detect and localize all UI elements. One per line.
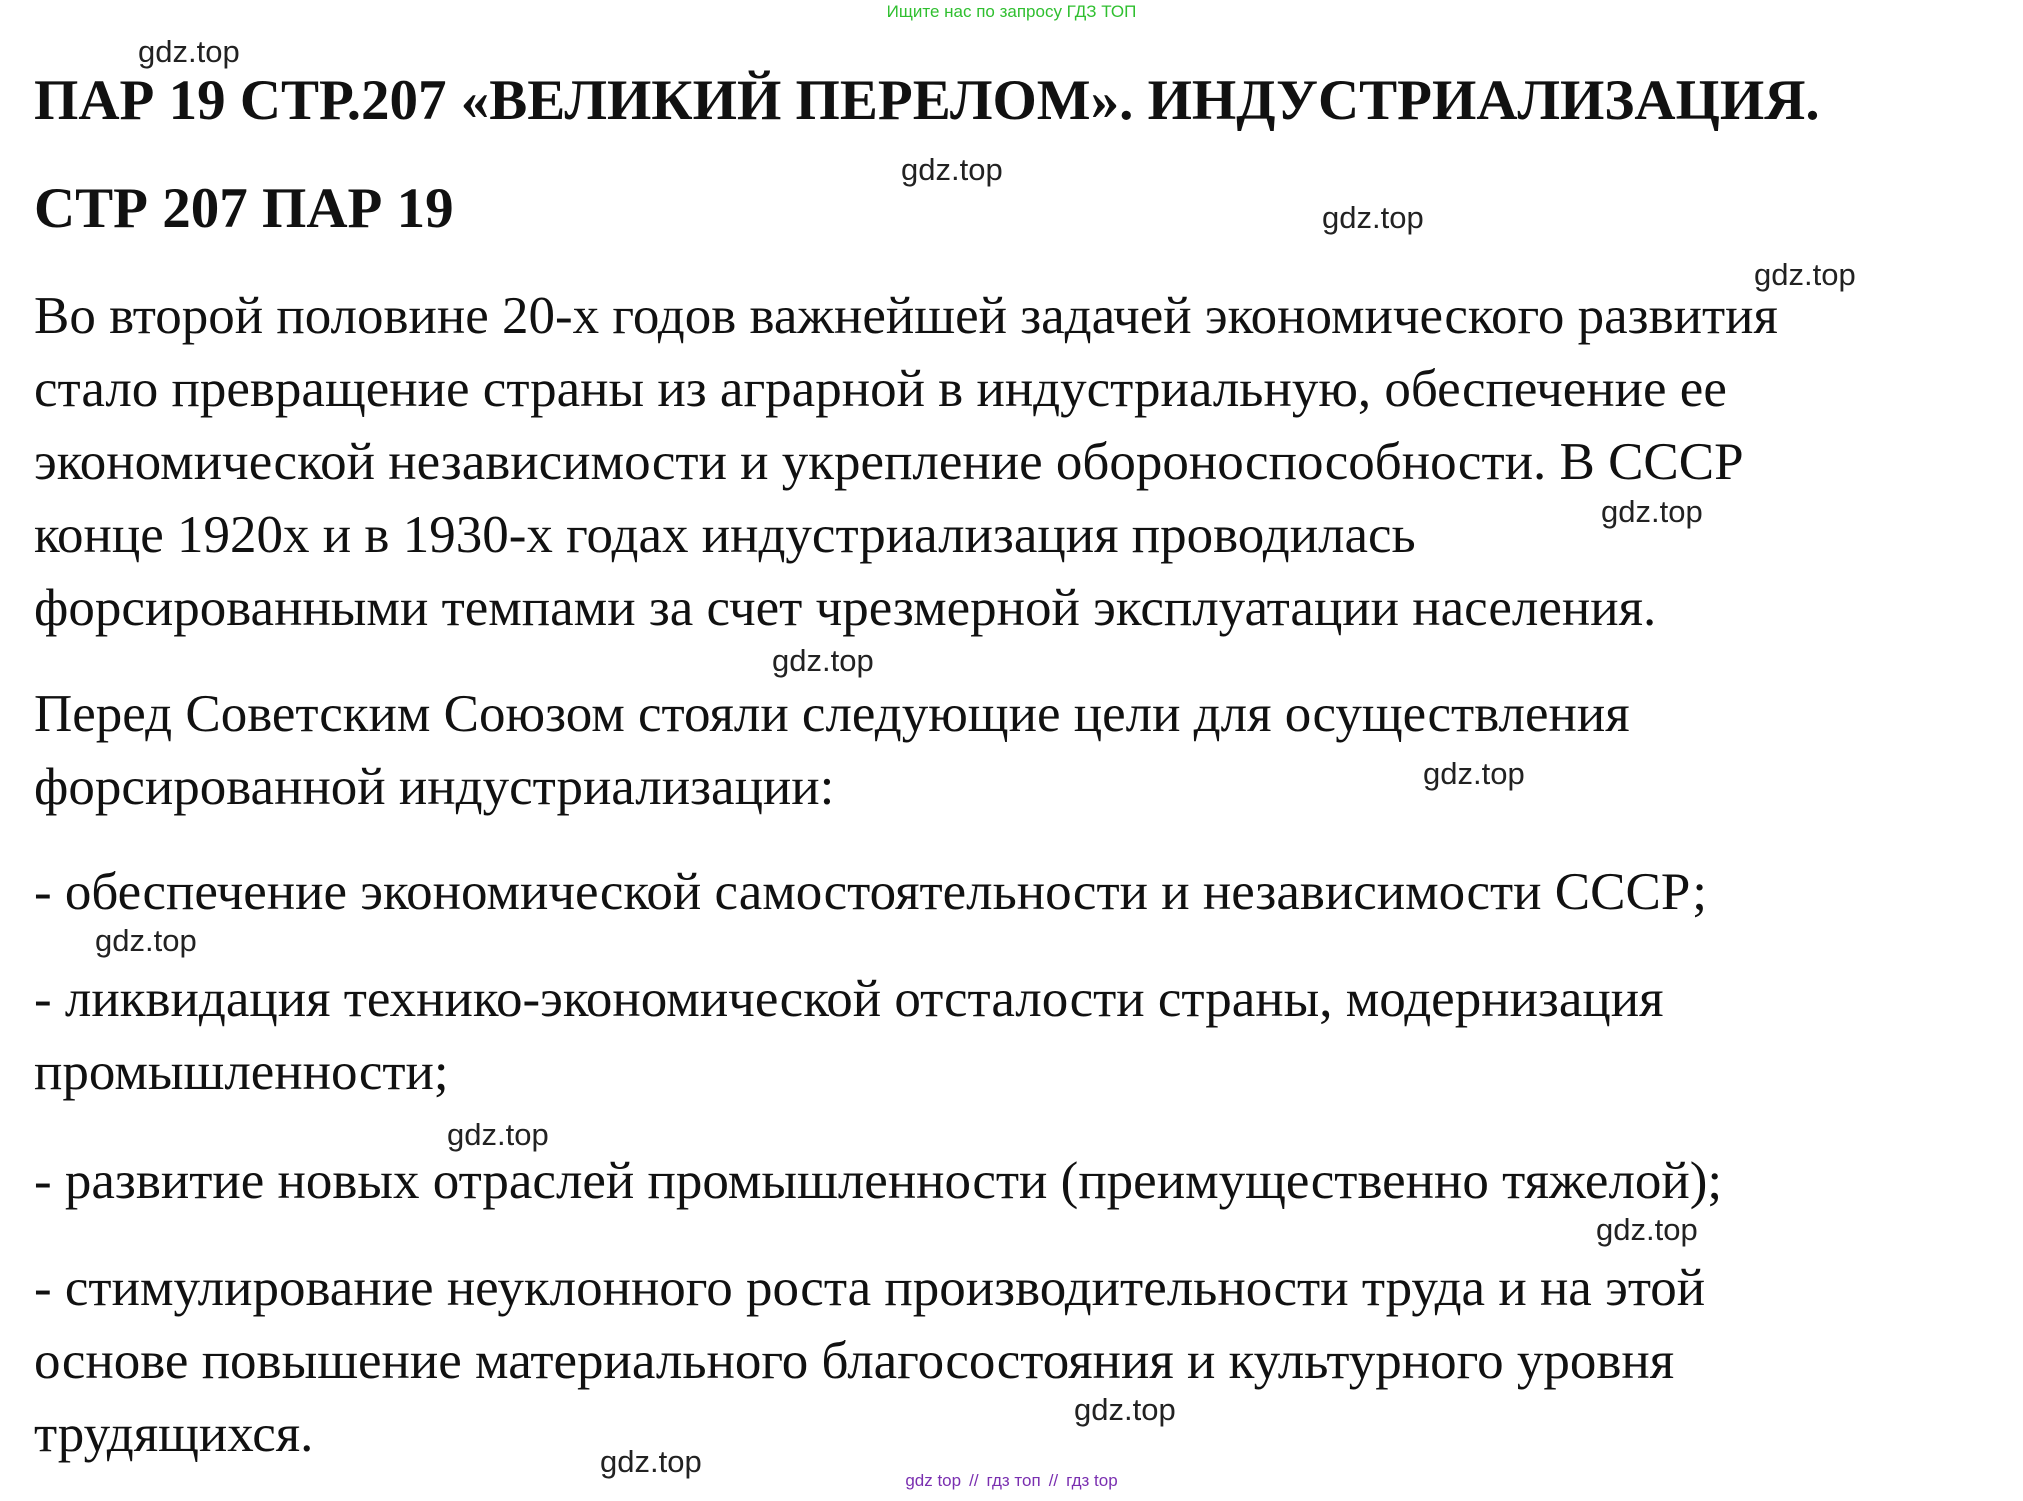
watermark: gdz.top [600, 1444, 702, 1479]
watermark: gdz.top [1754, 257, 1856, 292]
goal-item: - обеспечение экономической самостоятельности и независимости СССР; [34, 863, 1707, 921]
intro-paragraph: Во второй половине 20-х годов важнейшей задачей экономического развития стало превращение страны из аграрной в индустриальную, обеспечение ее экономической независимости и укрепление обороноспособности. В СССР конце 1920х и в 1930-х годах индустриализация проводилась форсированными темпами за счет чрезмерной эксплуатации населения. [34, 287, 1778, 637]
top-banner: Ищите нас по запросу ГДЗ ТОП [886, 2, 1137, 21]
footer-separator: // [969, 1471, 979, 1490]
watermark: gdz.top [1596, 1212, 1698, 1247]
watermark: gdz.top [95, 923, 197, 958]
watermark: gdz.top [138, 34, 240, 69]
watermark: gdz.top [447, 1117, 549, 1152]
footer-link-gdz-top[interactable]: gdz top [905, 1471, 962, 1490]
watermark: gdz.top [1423, 756, 1525, 791]
watermark: gdz.top [772, 643, 874, 678]
goal-item: - стимулирование неуклонного роста производительности труда и на этой основе повышение материального благосостояния и культурного уровня трудящихся. [34, 1259, 1706, 1463]
page-subtitle: СТР 207 ПАР 19 [34, 177, 454, 240]
watermark: gdz.top [1322, 200, 1424, 235]
footer-separator: // [1048, 1471, 1059, 1490]
page-title: ПАР 19 СТР.207 «ВЕЛИКИЙ ПЕРЕЛОМ». ИНДУСТРИАЛИЗАЦИЯ. [34, 69, 1820, 132]
goal-item: - ликвидация технико-экономической отсталости страны, модернизация промышленности; [34, 970, 1664, 1101]
footer-link-gdz-top-ru[interactable]: гдз топ [986, 1471, 1041, 1490]
footer-link-gdz-top-mixed[interactable]: гдз top [1066, 1471, 1118, 1490]
watermark: gdz.top [1601, 494, 1703, 529]
goals-intro-paragraph: Перед Советским Союзом стояли следующие цели для осуществления форсированной индустриализации: [34, 685, 1630, 816]
watermark: gdz.top [1074, 1392, 1176, 1427]
goal-item: - развитие новых отраслей промышленности (преимущественно тяжелой); [34, 1152, 1723, 1210]
watermark: gdz.top [901, 152, 1003, 187]
footer-links [0, 1471, 2023, 1491]
